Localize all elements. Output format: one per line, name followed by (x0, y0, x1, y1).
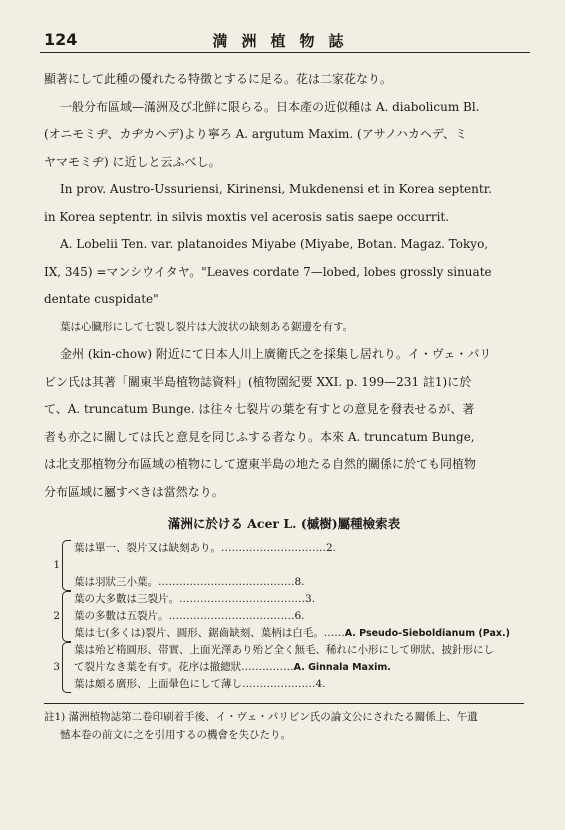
text-line: て、A. truncatum Bunge. は往々七裂片の葉を有すとの意見を發表せるが、著 (44, 402, 475, 416)
text-line: 金州 (kin-chow) 附近にて日本人川上廣衛氏之を採集し居れり。イ・ヴェ・パリ (60, 347, 492, 361)
key-row (44, 557, 524, 574)
key-row (44, 540, 524, 557)
key-row (44, 659, 524, 676)
text-line: 顯著にして此種の優れたる特徴とするに足る。花は二家花なり。 (44, 72, 393, 86)
key-text: 葉は羽狀三小葉。 (74, 575, 158, 588)
key-leader: …………… (241, 660, 294, 673)
key-leader: ………………………… (221, 541, 326, 554)
key-leader: ……………………………… (168, 609, 295, 622)
key-ref: A. Pseudo-Sieboldianum (Pax.) (344, 627, 510, 639)
key-row (44, 608, 524, 625)
key-ref: 6. (294, 609, 305, 622)
key-row (44, 591, 524, 608)
key-number (44, 574, 62, 591)
key-ref: 4. (315, 677, 326, 690)
key-text: 葉は殆ど楕圓形、帯實、上面光澤あり殆ど全く無毛、稀れに小形にして卵狀、披針形にし (74, 643, 494, 656)
key-brace (62, 574, 71, 591)
text-line: IX, 345) =マンシウイタヤ。"Leaves cordate 7—lobed, lobes grossly sinuate (44, 264, 492, 279)
key-brace (62, 557, 71, 574)
footnote-line: 註1) 滿洲植物誌第二卷印刷着手後、イ・ヴェ・パリビン氏の論文公にされたる關係上、午遺 (44, 710, 478, 723)
page-header (40, 28, 530, 53)
key-row (44, 642, 524, 659)
text-line: は北支那植物分布區域の植物にして遼東半島の地たる自然的關係に於ても同植物 (44, 457, 477, 471)
identification-key (44, 540, 524, 693)
text-line: A. Lobelii Ten. var. platanoides Miyabe (Miyabe, Botan. Magaz. Tokyo, (60, 237, 489, 251)
footnote-line: 憾本卷の前文に之を引用するの機會を失ひたり。 (60, 728, 291, 741)
key-row (44, 676, 524, 693)
key-row (44, 574, 524, 591)
key-brace (62, 659, 71, 676)
footnote-divider (44, 703, 524, 704)
key-leader: ……………………………… (179, 592, 305, 605)
key-brace (62, 591, 71, 608)
key-number: 1 (53, 558, 60, 571)
key-text: て裂片なき葉を有す。花序は撤總狀 (74, 660, 242, 673)
key-number: 2 (53, 609, 60, 622)
key-text: 葉の大多數は三裂片。 (74, 592, 179, 605)
key-number (44, 591, 62, 608)
key-leader: ………………… (242, 677, 316, 690)
key-ref: 3. (305, 592, 316, 605)
key-ref: 2. (326, 541, 337, 554)
text-line: in Korea septentr. in silvis moxtis vel acerosis satis saepe occurrit. (44, 209, 450, 224)
text-line: dentate cuspidate" (44, 292, 159, 306)
key-brace (62, 608, 71, 625)
text-line: 葉は心臓形にして七裂し裂片は大波状の缺刻ある鋸邊を有す。 (60, 320, 354, 333)
key-ref: A. Ginnala Maxim. (293, 661, 391, 673)
page-number: 124 (44, 30, 78, 49)
key-leader: ………………………………… (158, 575, 295, 588)
key-brace (62, 540, 71, 557)
key-brace (62, 642, 71, 659)
text-line: 分布區域に屬すべきは當然なり。 (44, 484, 224, 499)
text-line: (オニモミヂ、カヂカヘデ)より寧ろ A. argutum Maxim. (アサノハカヘデ、ミ (44, 127, 468, 141)
key-number (44, 676, 62, 693)
key-text: 葉は頗る廣形、上面暈色にして薄し (74, 677, 242, 690)
key-ref: 8. (294, 575, 305, 588)
text-line: In prov. Austro-Ussuriensi, Kirinensi, Mukdenensi et in Korea septentr. (60, 182, 492, 196)
text-line: ビン氏は其著「關東半島植物誌資料」(植物園紀要 XXI. p. 199—231 註1)に於 (44, 374, 472, 389)
key-text: 葉は單一、裂片又は缺刻あり。 (74, 541, 221, 554)
text-line: 者も亦之に關しては氏と意見を同じふする者なり。本來 A. truncatum Bunge, (44, 429, 475, 444)
key-number: 3 (53, 660, 60, 673)
key-row (44, 625, 524, 642)
key-number (44, 540, 62, 557)
key-number (44, 642, 62, 659)
body-text (44, 66, 524, 744)
key-brace (62, 676, 71, 693)
key-text: 葉の多數は五裂片。 (74, 609, 169, 622)
key-text: 葉は七(多くは)裂片、圓形、鋸齒缺刻、葉柄は白毛。 (74, 626, 324, 639)
key-title: 滿洲に於ける Acer L. (槭樹)屬種檢索表 (167, 516, 401, 531)
key-leader: …… (323, 626, 345, 639)
text-line: 一般分布區域—滿洲及び北鮮に限らる。日本產の近似種は A. diabolicum Bl. (60, 99, 480, 114)
key-number (44, 625, 62, 642)
text-line: ヤマモミヂ) に近しと云ふべし。 (44, 154, 221, 169)
running-title: 満洲植物誌 (212, 32, 358, 50)
key-brace (62, 625, 71, 642)
